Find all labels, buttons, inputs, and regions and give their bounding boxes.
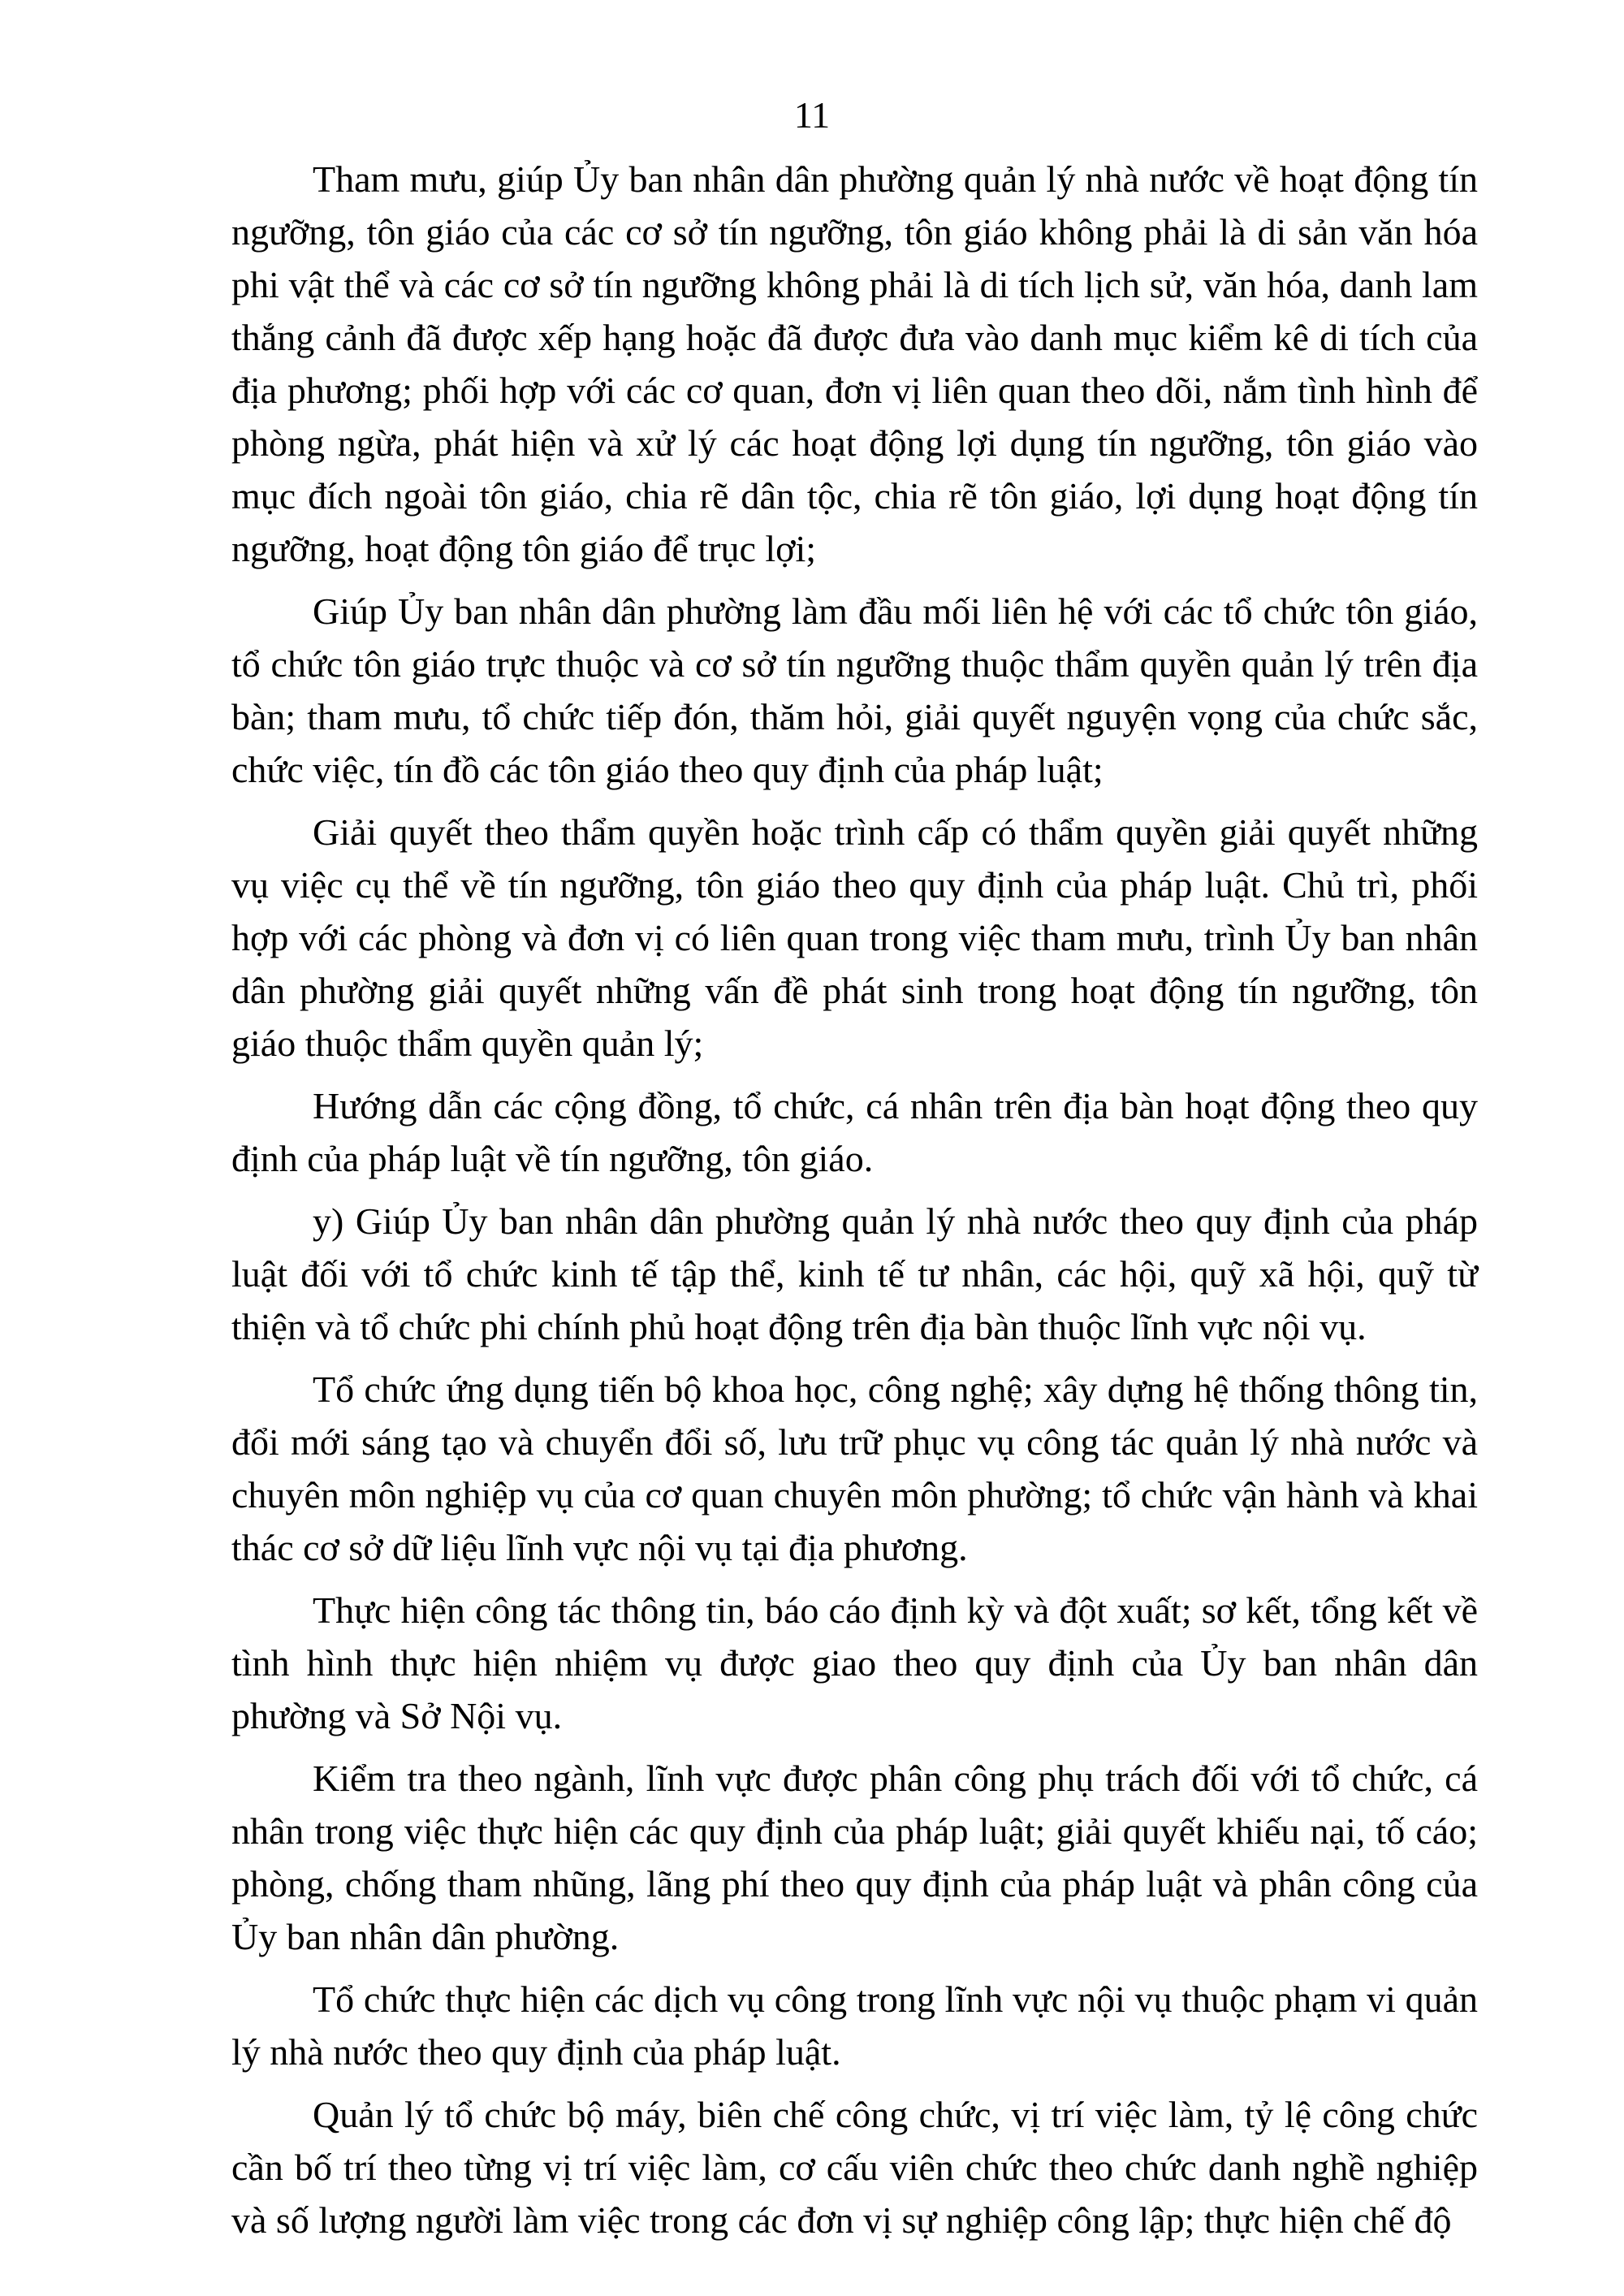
paragraph: y) Giúp Ủy ban nhân dân phường quản lý nhà nước theo quy định của pháp luật đối với tổ chức kinh tế tập thể, kinh tế tư nhân, các hội, quỹ xã hội, quỹ từ thiện và tổ chức phi chính phủ hoạt động trên địa bàn thuộc lĩnh vực nội vụ.: [231, 1200, 1478, 1347]
paragraph: Tổ chức thực hiện các dịch vụ công trong lĩnh vực nội vụ thuộc phạm vi quản lý nhà nước theo quy định của pháp luật.: [231, 1978, 1478, 2073]
paragraph: Tham mưu, giúp Ủy ban nhân dân phường quản lý nhà nước về hoạt động tín ngưỡng, tôn giáo của các cơ sở tín ngưỡng, tôn giáo không phải là di sản văn hóa phi vật thể và các cơ sở tín ngưỡng không phải là di tích lịch sử, văn hóa, danh lam thắng cảnh đã được xếp hạng hoặc đã được đưa vào danh mục kiểm kê di tích của địa phương; phối hợp với các cơ quan, đơn vị liên quan theo dõi, nắm tình hình để phòng ngừa, phát hiện và xử lý các hoạt động lợi dụng tín ngưỡng, tôn giáo vào mục đích ngoài tôn giáo, chia rẽ dân tộc, chia rẽ tôn giáo, lợi dụng hoạt động tín ngưỡng, hoạt động tôn giáo để trục lợi;: [231, 158, 1478, 569]
paragraph: Thực hiện công tác thông tin, báo cáo định kỳ và đột xuất; sơ kết, tổng kết về tình hình thực hiện nhiệm vụ được giao theo quy định của Ủy ban nhân dân phường và Sở Nội vụ.: [231, 1589, 1478, 1736]
document-body: [231, 153, 1478, 2256]
paragraph: Giải quyết theo thẩm quyền hoặc trình cấp có thẩm quyền giải quyết những vụ việc cụ thể về tín ngưỡng, tôn giáo theo quy định của pháp luật. Chủ trì, phối hợp với các phòng và đơn vị có liên quan trong việc tham mưu, trình Ủy ban nhân dân phường giải quyết những vấn đề phát sinh trong hoạt động tín ngưỡng, tôn giáo thuộc thẩm quyền quản lý;: [231, 811, 1478, 1064]
paragraph: Giúp Ủy ban nhân dân phường làm đầu mối liên hệ với các tổ chức tôn giáo, tổ chức tôn giáo trực thuộc và cơ sở tín ngưỡng thuộc thẩm quyền quản lý trên địa bàn; tham mưu, tổ chức tiếp đón, thăm hỏi, giải quyết nguyện vọng của chức sắc, chức việc, tín đồ các tôn giáo theo quy định của pháp luật;: [231, 590, 1478, 790]
paragraph: Kiểm tra theo ngành, lĩnh vực được phân công phụ trách đối với tổ chức, cá nhân trong việc thực hiện các quy định của pháp luật; giải quyết khiếu nại, tố cáo; phòng, chống tham nhũng, lãng phí theo quy định của pháp luật và phân công của Ủy ban nhân dân phường.: [231, 1758, 1478, 1957]
paragraph: Quản lý tổ chức bộ máy, biên chế công chức, vị trí việc làm, tỷ lệ công chức cần bố trí theo từng vị trí việc làm, cơ cấu viên chức theo chức danh nghề nghiệp và số lượng người làm việc trong các đơn vị sự nghiệp công lập; thực hiện chế độ: [231, 2094, 1478, 2241]
paragraph: Hướng dẫn các cộng đồng, tổ chức, cá nhân trên địa bàn hoạt động theo quy định của pháp luật về tín ngưỡng, tôn giáo.: [231, 1085, 1478, 1179]
page-number: 11: [793, 94, 831, 136]
paragraph: Tổ chức ứng dụng tiến bộ khoa học, công nghệ; xây dựng hệ thống thông tin, đổi mới sáng tạo và chuyển đổi số, lưu trữ phục vụ công tác quản lý nhà nước và chuyên môn nghiệp vụ của cơ quan chuyên môn phường; tổ chức vận hành và khai thác cơ sở dữ liệu lĩnh vực nội vụ tại địa phương.: [231, 1369, 1478, 1568]
